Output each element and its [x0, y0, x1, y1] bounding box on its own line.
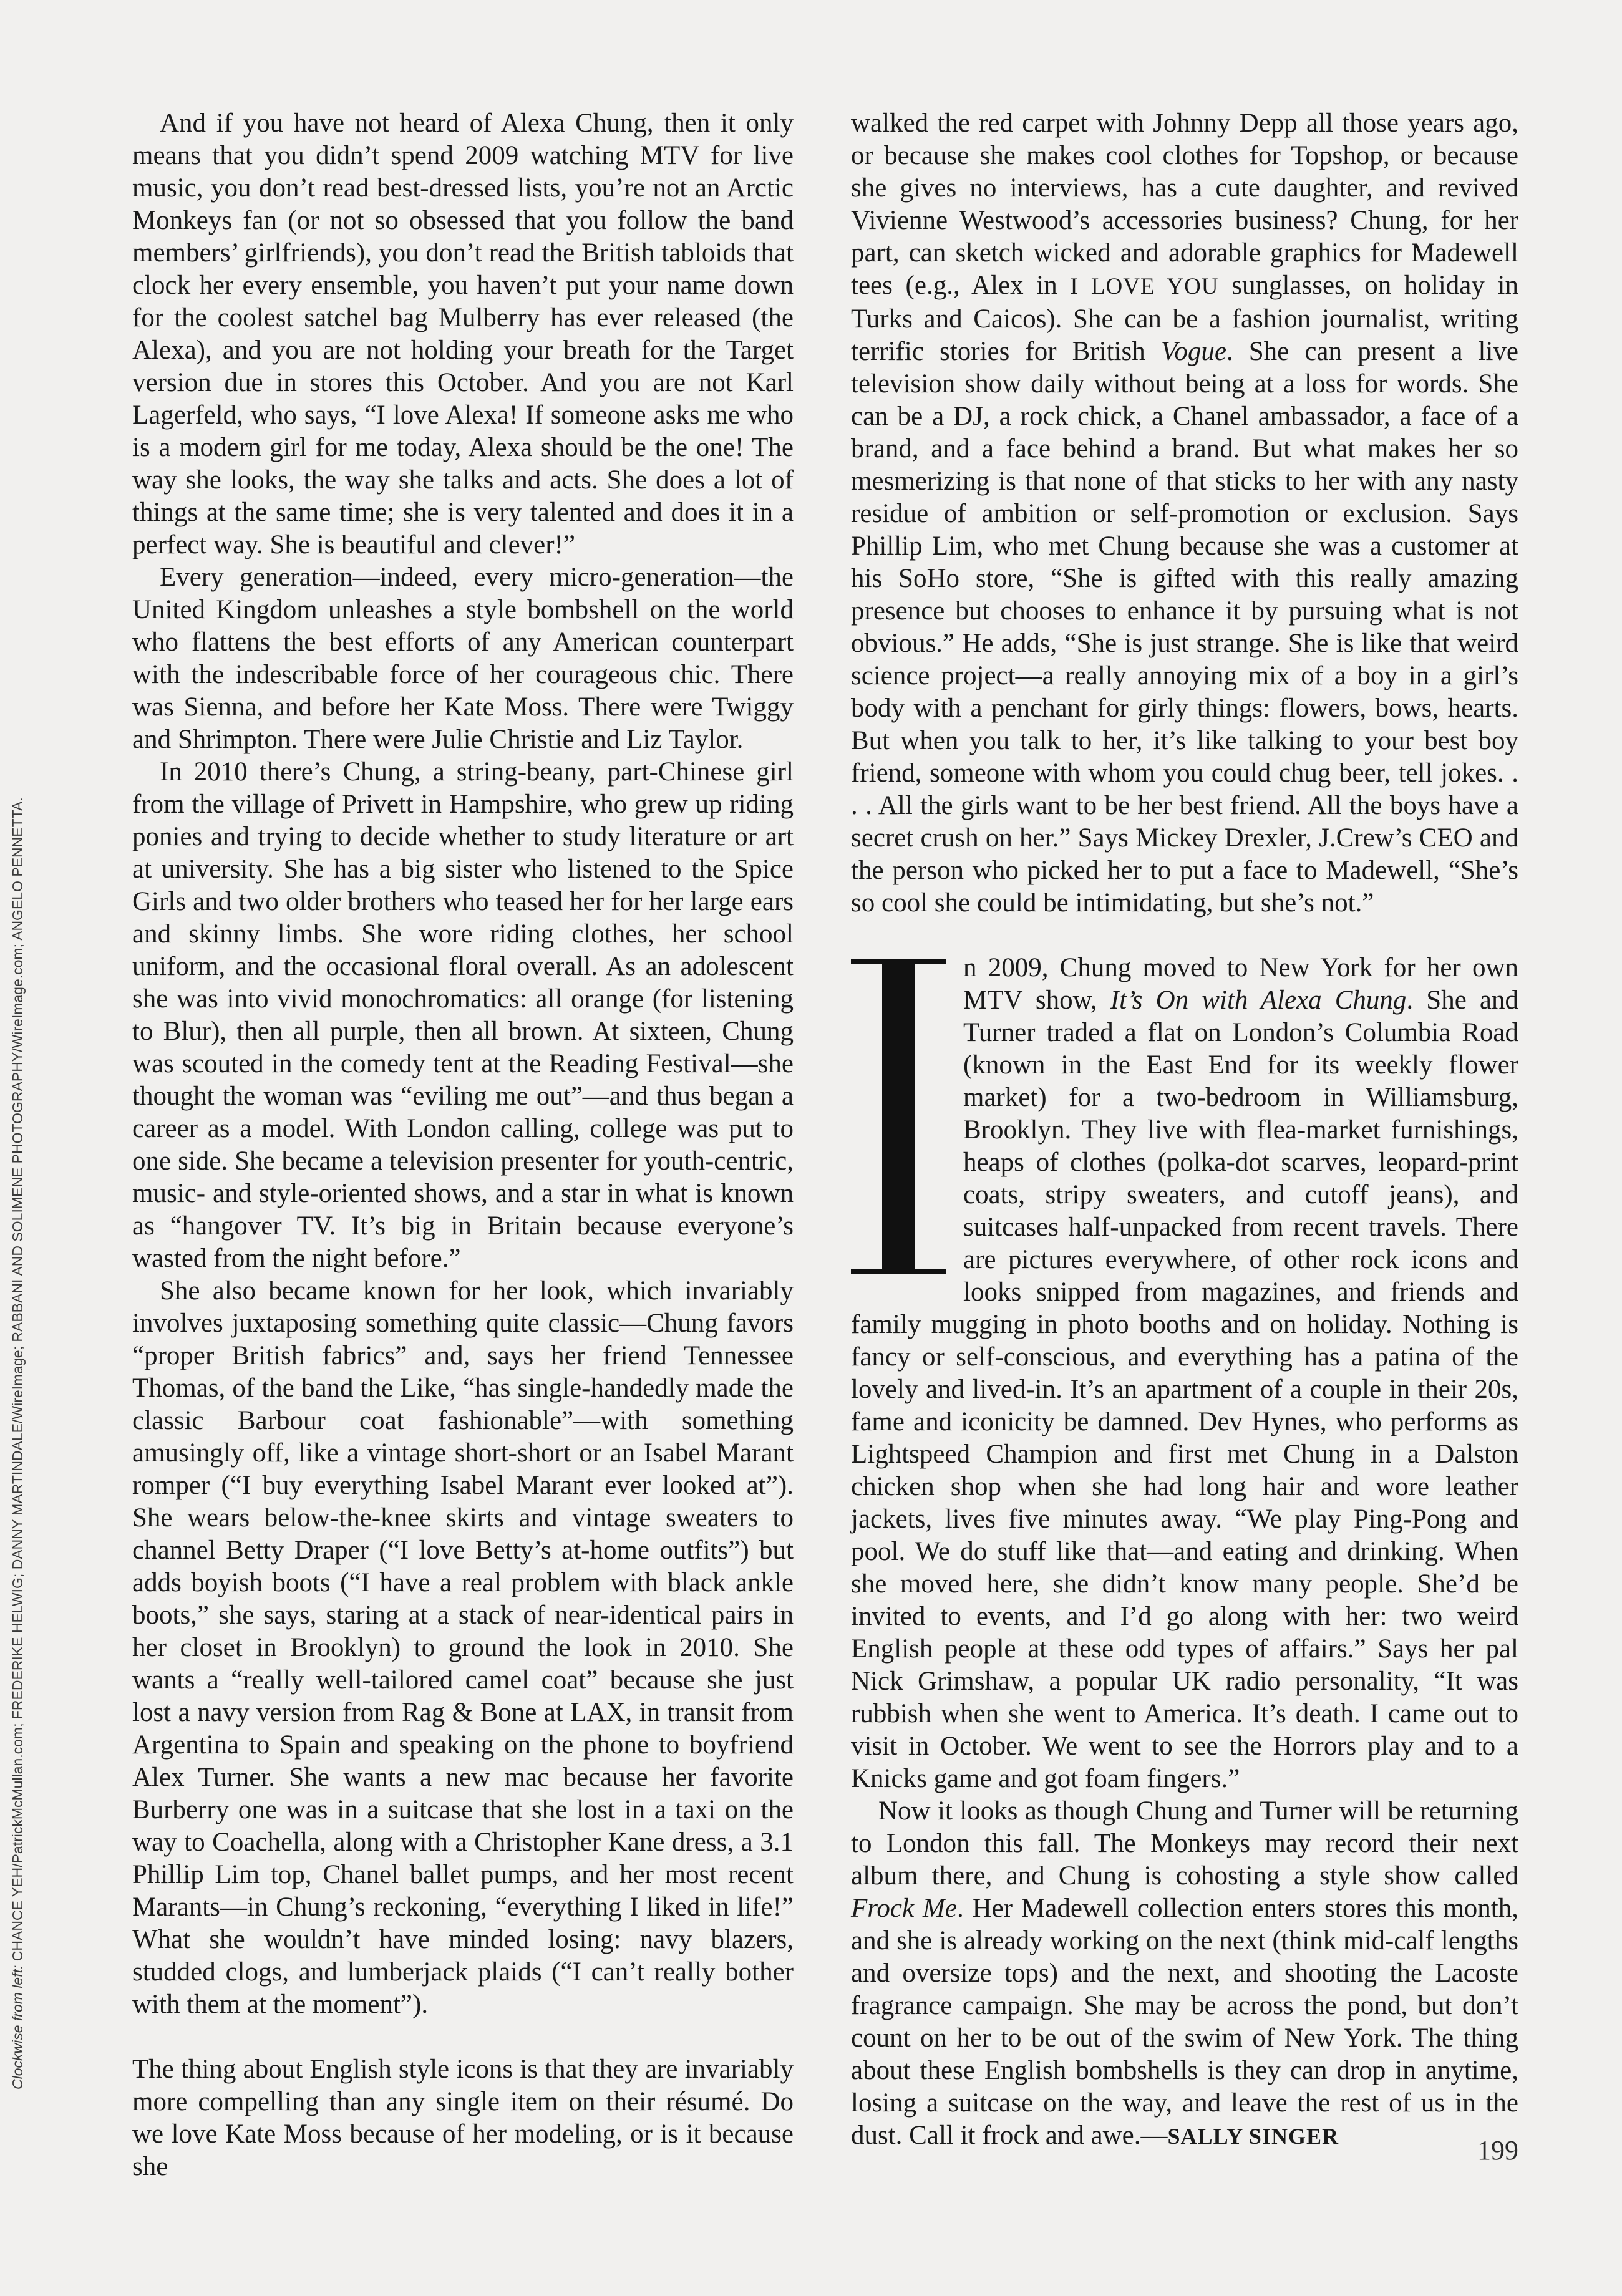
- text-run: . She can present a live television show daily without being at a loss for words. She can be a DJ, a rock chick, a Chanel ambassador, a face of a brand, and a face behind a brand. But what makes her so mesmerizing is that none of that sticks to her with any nasty residue of ambition or self-promotion or exclusion. Says Phillip Lim, who met Chung because she was a customer at his SoHo store, “She is gifted with this really amazing presence but chooses to enhance it by pursuing what is not obvious.” He adds, “She is just strange. She is like that weird science project—a really annoying mix of a boy in a girl’s body with a penchant for girly things: flowers, bows, hearts. But when you talk to her, it’s like talking to your best boy friend, someone with whom you could chug beer, tell jokes. . . . All the girls want to be her best friend. All the boys have a secret crush on her.” Says Mickey Drexler, J.Crew’s CEO and the person who picked her to put a face to Madewell, “She’s so cool she could be intimidating, but she’s not.”: [851, 337, 1519, 918]
- paragraph: And if you have not heard of Alexa Chung, then it only means that you didn’t spend 2009 watching MTV for live music, you don’t read best-dressed lists, you’re not an Arctic Monkeys fan (or not so obsessed that you follow the band members’ girlfriends), you don’t read the British tabloids that clock her every ensemble, you haven’t put your name down for the coolest satchel bag Mulberry has ever released (the Alexa), and you are not holding your breath for the Target version due in stores this October. And you are not Karl Lagerfeld, who says, “I love Alexa! If someone asks me who is a modern girl for me today, Alexa should be the one! The way she looks, the way she talks and acts. She does a lot of things at the same time; she is very talented and does it in a perfect way. She is beautiful and clever!”: [132, 109, 794, 559]
- drop-cap-stem: [882, 959, 915, 1274]
- section-break: [132, 2021, 794, 2053]
- author-byline: SALLY SINGER: [1167, 2124, 1339, 2149]
- paragraph: Every generation—indeed, every micro-generation—the United Kingdom unleashes a style bombshell on the world who flattens the best efforts of any American counterpart with the indescribable force of her courageous chic. There was Sienna, and before her Kate Moss. There were Twiggy and Shrimpton. There were Julie Christie and Liz Taylor.: [132, 563, 794, 754]
- section-break: [851, 919, 1518, 952]
- small-caps-text: I LOVE YOU: [1070, 274, 1219, 299]
- paragraph: [851, 1795, 1518, 2153]
- left-column: [132, 107, 794, 2183]
- paragraph: [851, 107, 1518, 919]
- magazine-title: Vogue: [1160, 337, 1226, 366]
- drop-cap: [851, 959, 946, 1274]
- show-title: It’s On with Alexa Chung: [1110, 986, 1407, 1015]
- text-run: n 2009, Chung moved to New York for her own MTV show,: [963, 953, 1518, 1015]
- paragraph: She also became known for her look, which invariably involves juxtaposing something quite classic—Chung favors “proper British fabrics” and, says her friend Tennessee Thomas, of the band the Like, “has single-handedly made the classic Barbour coat fashionable”—with something amusingly off, like a vintage short-short or an Isabel Marant romper (“I buy everything Isabel Marant ever looked at”). She wears below-the-knee skirts and vintage sweaters to channel Betty Draper (“I love Betty’s at-home outfits”) but adds boyish boots (“I have a real problem with black ankle boots,” she says, staring at a stack of near-identical pairs in her closet in Brooklyn) to ground the look in 2010. She wants a “really well-tailored camel coat” because she just lost a navy version from Rag & Bone at LAX, in transit from Argentina to Spain and speaking on the phone to boyfriend Alex Turner. She wants a new mac because her favorite Burberry one was in a suitcase that she lost in a taxi on the way to Coachella, along with a Christopher Kane dress, a 3.1 Phillip Lim top, Chanel ballet pumps, and her most recent Marants—in Chung’s reckoning, “everything I liked in life!” What she wouldn’t have minded losing: navy blazers, studded clogs, and lumberjack plaids (“I can’t really bother with them at the moment”).: [132, 1276, 794, 2019]
- right-column: [851, 107, 1518, 2153]
- paragraph: [851, 952, 1518, 1795]
- page-number: 199: [1477, 2135, 1518, 2166]
- paragraph: The thing about English style icons is that they are invariably more compelling than any single item on their résumé. Do we love Kate Moss because of her modeling, or is it because she: [132, 2055, 794, 2181]
- drop-cap-serif-bottom: [851, 1269, 946, 1274]
- show-title: Frock Me: [851, 1894, 957, 1923]
- text-run: walked the red carpet with Johnny Depp all those years ago, or because she makes cool clothes for Topshop, or because she gives no interviews, has a cute daughter, and revived Vivienne Westwood’s accessories business? Chung, for her part, can sketch wicked and adorable graphics for Madewell tees (e.g., Alex in: [851, 109, 1518, 300]
- paragraph: In 2010 there’s Chung, a string-beany, part-Chinese girl from the village of Privett in Hampshire, who grew up riding ponies and trying to decide whether to study literature or art at university. She has a big sister who listened to the Spice Girls and two older brothers who teased her for her large ears and skinny limbs. She wore riding clothes, her school uniform, and the occasional floral overall. As an adolescent she was into vivid monochromatics: all orange (for listening to Blur), then all purple, then all brown. At sixteen, Chung was scouted in the comedy tent at the Reading Festival—she thought the woman was “eviling me out”—and thus began a career as a model. With London calling, college was put to one side. She became a television presenter for youth-centric, music- and style-oriented shows, and a star in what is known as “hangover TV. It’s big in Britain because everyone’s wasted from the night before.”: [132, 757, 794, 1273]
- text-run: Now it looks as though Chung and Turner will be returning to London this fall. The Monkeys may record their next album there, and Chung is cohosting a style show called: [851, 1796, 1518, 1891]
- text-run: sunglasses, on holiday in Turks and Caicos). She can be a fashion journalist, writing terrific stories for British: [851, 271, 1518, 366]
- photo-credit: [5, 730, 30, 2090]
- text-run: . She and Turner traded a flat on London’s Columbia Road (known in the East End for its weekly flower market) for a two-bedroom in Williamsburg, Brooklyn. They live with flea-market furnishings, heaps of clothes (polka-dot scarves, leopard-print coats, stripy sweaters, and cutoff jeans), and suitcases half-unpacked from recent travels. There are pictures everywhere, of other rock icons and looks snipped from magazines, and friends and family mugging in photo booths and on holiday. Nothing is fancy or self-conscious, and everything has a patina of the lovely and lived-in. It’s an apartment of a couple in their 20s, fame and iconicity be damned. Dev Hynes, who performs as Lightspeed Champion and first met Chung in a Dalston chicken shop when she had long hair and wore leather jackets, lives five minutes away. “We play Ping-Pong and pool. We do stuff like that—and eating and drinking. When she moved here, she didn’t know many people. She’d be invited to events, and I’d go along with her: two weird English people at these odd types of affairs.” Says her pal Nick Grimshaw, a popular UK radio personality, “It was rubbish when she went to America. It’s death. I came out to visit in October. We went to see the Horrors play and to a Knicks game and got foam fingers.”: [851, 986, 1518, 1793]
- photo-credit-names: CHANCE YEH/PatrickMcMullan.com; FREDERIKE HELWIG; DANNY MARTINDALE/WireImage; RABBANI AND SOLIMENE PHOTOGRAPHY/WireImage.com; ANGELO PENNETTA.: [9, 797, 26, 1962]
- text-run: . Her Madewell collection enters stores this month, and she is already working on the next (think mid-calf lengths and oversize tops) and the next, and shooting the Lacoste fragrance campaign. She may be across the pond, but don’t count on her to be out of the swim of New York. The thing about these English bombshells is they can drop in anytime, losing a suitcase on the way, and leave the rest of us in the dust. Call it frock and awe.—: [851, 1894, 1519, 2150]
- photo-credit-lead: Clockwise from left:: [9, 1965, 26, 2090]
